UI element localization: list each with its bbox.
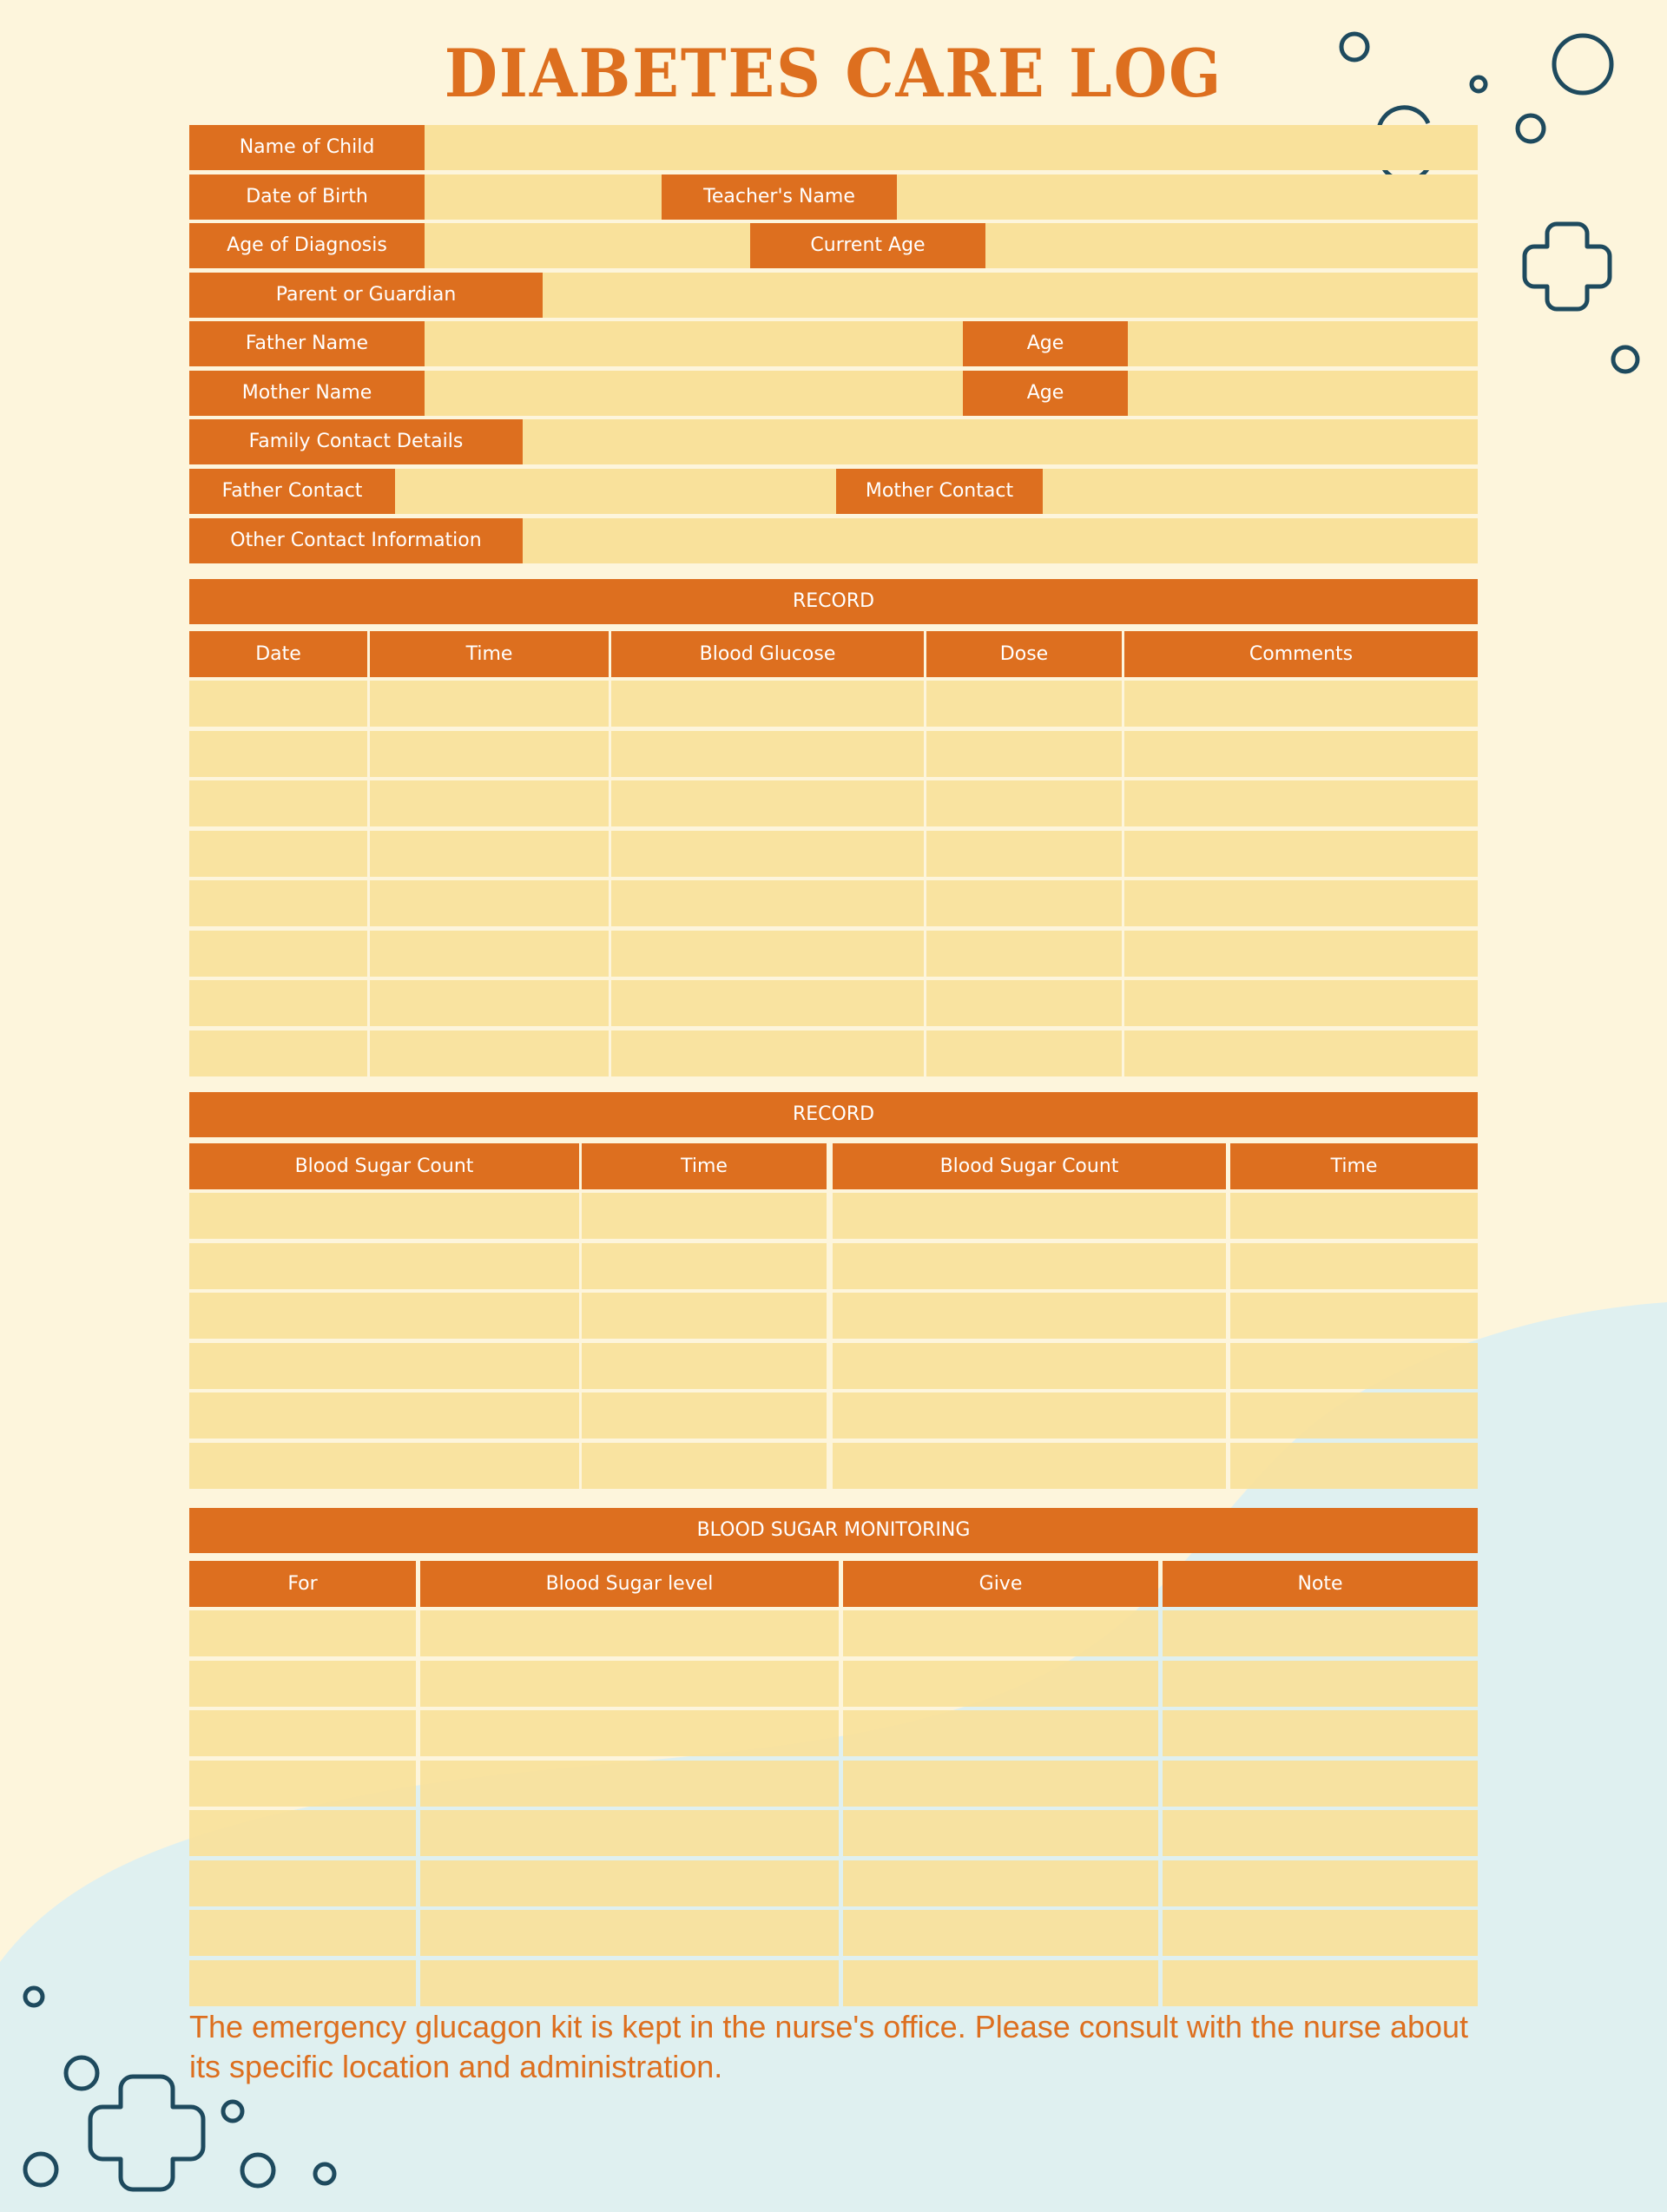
table-cell[interactable] — [582, 1343, 827, 1389]
table-cell[interactable] — [926, 731, 1122, 777]
father-name-label: Father Name — [189, 321, 425, 366]
table-cell[interactable] — [189, 831, 367, 877]
table-cell[interactable] — [1163, 1860, 1478, 1906]
table-cell[interactable] — [1230, 1193, 1478, 1239]
form-row — [189, 371, 1478, 416]
table-cell[interactable] — [926, 780, 1122, 826]
table-cell[interactable] — [1124, 731, 1478, 777]
table-cell[interactable] — [1124, 880, 1478, 926]
form-row — [189, 174, 1478, 220]
table-cell[interactable] — [189, 1293, 579, 1339]
date-of-birth-label: Date of Birth — [189, 174, 425, 220]
table-cell[interactable] — [189, 1443, 579, 1489]
table-cell[interactable] — [611, 731, 924, 777]
age-of-diagnosis-label: Age of Diagnosis — [189, 223, 425, 268]
table-cell[interactable] — [1163, 1761, 1478, 1807]
column-header-time: Time — [1230, 1143, 1478, 1189]
table-cell[interactable] — [1124, 831, 1478, 877]
table-cell[interactable] — [420, 1960, 839, 2006]
name-of-child-label: Name of Child — [189, 125, 425, 170]
table-cell[interactable] — [189, 1343, 579, 1389]
table-cell[interactable] — [611, 831, 924, 877]
table-cell[interactable] — [843, 1860, 1158, 1906]
glucagon-kit-note: The emergency glucagon kit is kept in the nurse's office. Please consult with the nurse about its specific location and administration. — [189, 2009, 1469, 2084]
table-cell[interactable] — [582, 1392, 827, 1438]
table-cell[interactable] — [926, 980, 1122, 1026]
column-header-time: Time — [582, 1143, 827, 1189]
table-cell[interactable] — [189, 931, 367, 977]
table-cell[interactable] — [611, 931, 924, 977]
table-cell[interactable] — [420, 1610, 839, 1656]
table-cell[interactable] — [370, 681, 609, 727]
column-header-blood-sugar-count: Blood Sugar Count — [189, 1143, 579, 1189]
table-cell[interactable] — [420, 1810, 839, 1856]
table-cell[interactable] — [843, 1661, 1158, 1707]
table-cell[interactable] — [611, 1030, 924, 1076]
table-cell[interactable] — [189, 1710, 416, 1756]
table-cell[interactable] — [420, 1710, 839, 1756]
father-age-label: Age — [963, 321, 1128, 366]
table-cell[interactable] — [843, 1910, 1158, 1956]
mother-contact-label: Mother Contact — [836, 469, 1043, 514]
table-cell[interactable] — [189, 980, 367, 1026]
table-cell[interactable] — [582, 1293, 827, 1339]
record-table-2-title: RECORD — [189, 1092, 1478, 1137]
table-cell[interactable] — [370, 1030, 609, 1076]
table-cell[interactable] — [1124, 980, 1478, 1026]
table-cell[interactable] — [370, 880, 609, 926]
table-cell[interactable] — [189, 1193, 579, 1239]
column-header-comments: Comments — [1124, 631, 1478, 677]
table-cell[interactable] — [189, 1860, 416, 1906]
table-cell[interactable] — [843, 1610, 1158, 1656]
table-cell[interactable] — [926, 1030, 1122, 1076]
form-row — [189, 469, 1478, 514]
table-cell[interactable] — [189, 780, 367, 826]
table-cell[interactable] — [833, 1343, 1226, 1389]
current-age-label: Current Age — [750, 223, 985, 268]
table-cell[interactable] — [833, 1293, 1226, 1339]
table-cell[interactable] — [926, 880, 1122, 926]
table-cell[interactable] — [189, 1243, 579, 1289]
table-cell[interactable] — [611, 980, 924, 1026]
table-cell[interactable] — [611, 880, 924, 926]
column-header-note: Note — [1163, 1561, 1478, 1607]
table-cell[interactable] — [1230, 1443, 1478, 1489]
column-header-blood-sugar-count: Blood Sugar Count — [833, 1143, 1226, 1189]
table-cell[interactable] — [420, 1661, 839, 1707]
table-cell[interactable] — [833, 1392, 1226, 1438]
table-cell[interactable] — [1163, 1960, 1478, 2006]
page-title: DIABETES CARE LOG — [444, 35, 1223, 112]
table-cell[interactable] — [1163, 1661, 1478, 1707]
table-cell[interactable] — [611, 780, 924, 826]
parent-or-guardian-label: Parent or Guardian — [189, 273, 543, 318]
table-cell[interactable] — [1230, 1392, 1478, 1438]
column-header-for: For — [189, 1561, 416, 1607]
table-cell[interactable] — [582, 1443, 827, 1489]
table-cell[interactable] — [926, 681, 1122, 727]
table-cell[interactable] — [1124, 681, 1478, 727]
column-header-date: Date — [189, 631, 367, 677]
table-cell[interactable] — [189, 1661, 416, 1707]
table-cell[interactable] — [1163, 1610, 1478, 1656]
table-cell[interactable] — [189, 1810, 416, 1856]
table-cell[interactable] — [420, 1910, 839, 1956]
monitoring-table-title: BLOOD SUGAR MONITORING — [189, 1508, 1478, 1553]
column-header-blood-sugar-level: Blood Sugar level — [420, 1561, 839, 1607]
table-cell[interactable] — [189, 1392, 579, 1438]
form-row — [189, 273, 1478, 318]
table-cell[interactable] — [1230, 1293, 1478, 1339]
table-cell[interactable] — [420, 1761, 839, 1807]
table-cell[interactable] — [833, 1443, 1226, 1489]
table-cell[interactable] — [1163, 1910, 1478, 1956]
record-table-1-title: RECORD — [189, 579, 1478, 624]
table-cell[interactable] — [189, 1960, 416, 2006]
form-row — [189, 321, 1478, 366]
table-cell[interactable] — [420, 1860, 839, 1906]
table-cell[interactable] — [1230, 1343, 1478, 1389]
mother-name-label: Mother Name — [189, 371, 425, 416]
column-header-time: Time — [370, 631, 609, 677]
other-contact-information-label: Other Contact Information — [189, 518, 523, 563]
table-cell[interactable] — [189, 1030, 367, 1076]
table-cell[interactable] — [1230, 1243, 1478, 1289]
table-cell[interactable] — [843, 1710, 1158, 1756]
mother-age-label: Age — [963, 371, 1128, 416]
table-cell[interactable] — [370, 931, 609, 977]
table-cell[interactable] — [843, 1810, 1158, 1856]
form-row — [189, 518, 1478, 563]
table-cell[interactable] — [189, 1610, 416, 1656]
table-cell[interactable] — [1124, 780, 1478, 826]
column-header-blood-glucose: Blood Glucose — [611, 631, 924, 677]
table-cell[interactable] — [370, 831, 609, 877]
table-cell[interactable] — [1163, 1710, 1478, 1756]
table-cell[interactable] — [926, 931, 1122, 977]
table-cell[interactable] — [833, 1193, 1226, 1239]
table-cell[interactable] — [370, 980, 609, 1026]
table-cell[interactable] — [370, 731, 609, 777]
table-cell[interactable] — [189, 681, 367, 727]
table-cell[interactable] — [843, 1761, 1158, 1807]
table-cell[interactable] — [833, 1243, 1226, 1289]
family-contact-details-label: Family Contact Details — [189, 419, 523, 464]
father-contact-label: Father Contact — [189, 469, 395, 514]
column-header-dose: Dose — [926, 631, 1122, 677]
table-cell[interactable] — [1124, 1030, 1478, 1076]
table-cell[interactable] — [582, 1193, 827, 1239]
table-cell[interactable] — [926, 831, 1122, 877]
teachers-name-label: Teacher's Name — [662, 174, 897, 220]
form-row — [189, 223, 1478, 268]
table-cell[interactable] — [370, 780, 609, 826]
table-cell[interactable] — [189, 1910, 416, 1956]
table-cell[interactable] — [843, 1960, 1158, 2006]
table-cell[interactable] — [582, 1243, 827, 1289]
table-cell[interactable] — [1163, 1810, 1478, 1856]
table-cell[interactable] — [189, 880, 367, 926]
table-cell[interactable] — [189, 731, 367, 777]
table-cell[interactable] — [611, 681, 924, 727]
form-row — [189, 125, 1478, 170]
table-cell[interactable] — [1124, 931, 1478, 977]
table-cell[interactable] — [189, 1761, 416, 1807]
form-row — [189, 419, 1478, 464]
column-header-give: Give — [843, 1561, 1158, 1607]
